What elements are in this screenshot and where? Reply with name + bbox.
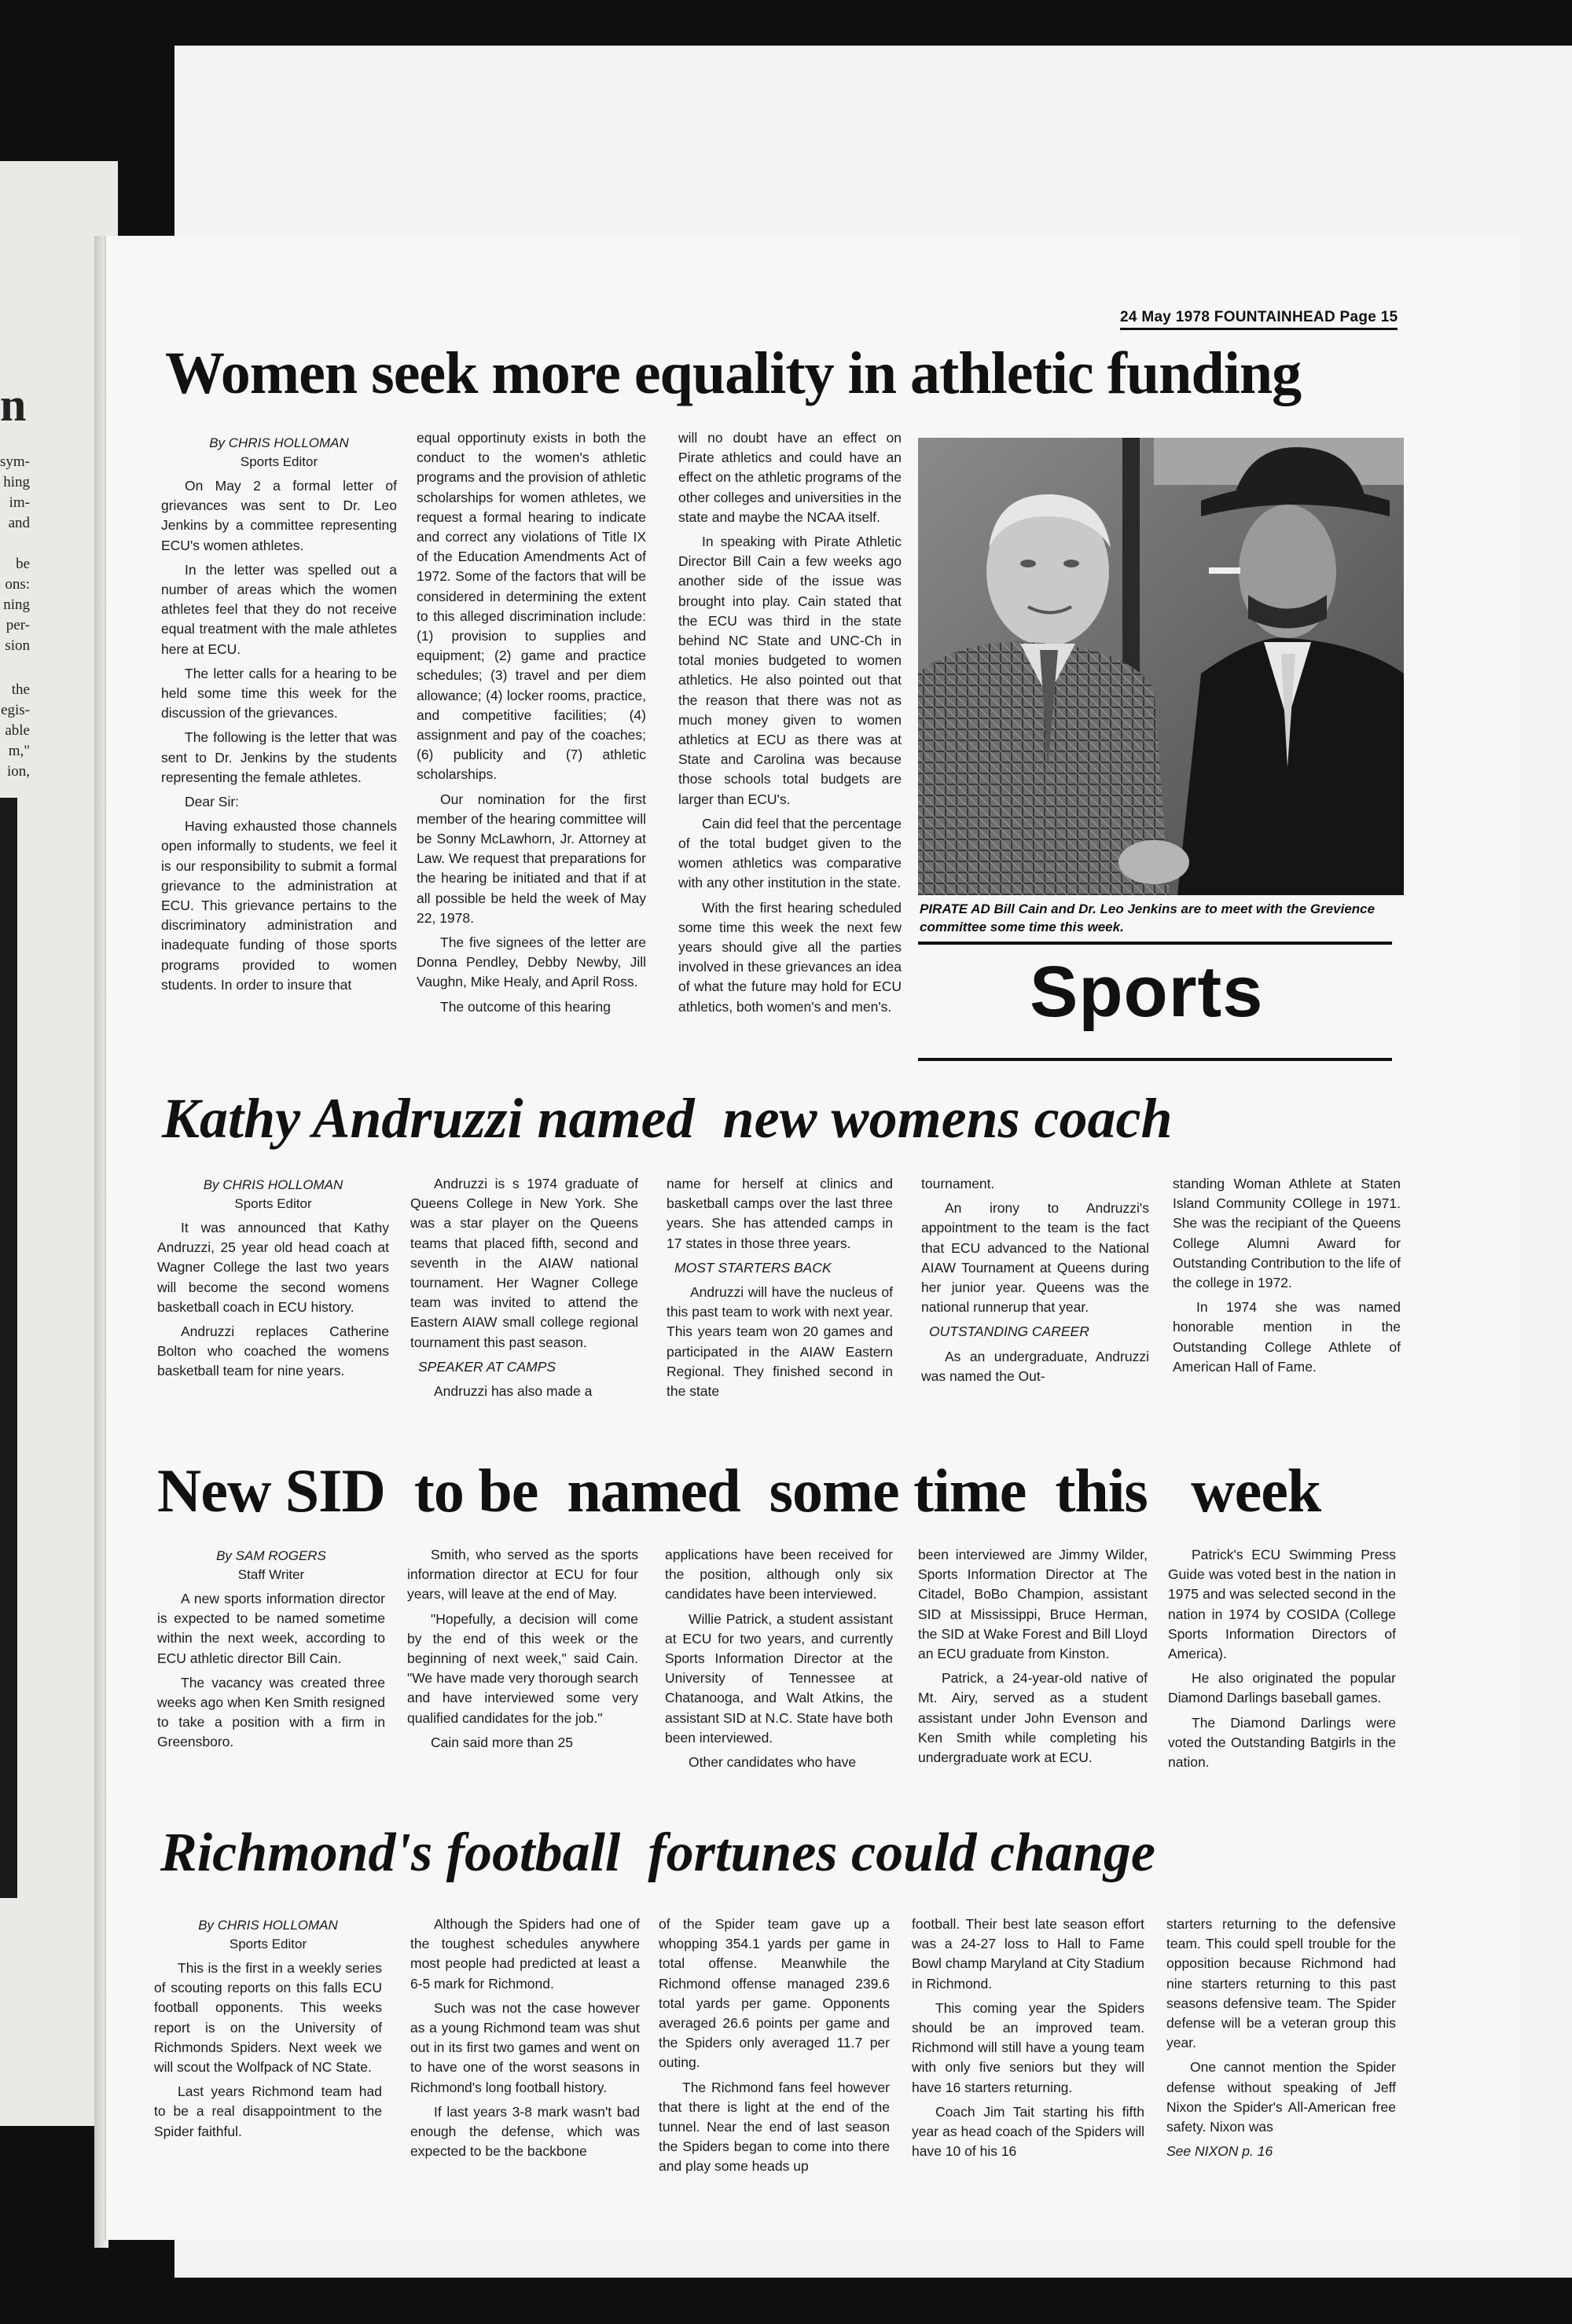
byline-title: Sports Editor bbox=[229, 1937, 307, 1951]
article-richmond-col-4 bbox=[912, 1915, 1144, 2166]
photo-image bbox=[918, 438, 1404, 895]
adjacent-page-fragment: im- bbox=[9, 494, 30, 511]
adjacent-page-fragment: egis- bbox=[1, 702, 30, 718]
photo-caption: PIRATE AD Bill Cain and Dr. Leo Jenkins are to meet with the Grevience committee some time this week. bbox=[920, 901, 1376, 934]
article-richmond-col-5 bbox=[1166, 1915, 1396, 2166]
article-sid-col-3 bbox=[665, 1545, 893, 1777]
paragraph: Last years Richmond team had to be a real disappointment to the Spider faithful. bbox=[154, 2084, 382, 2139]
paragraph: "Hopefully, a decision will come by the end of this week or the beginning of next week," said Cain. "We have made very thorough search and have interviewed some very qualified candidates for the job." bbox=[407, 1610, 638, 1726]
paragraph: The five signees of the letter are Donna Pendley, Debby Newby, Jill Vaughn, Mike Healy, and April Ross. bbox=[417, 934, 646, 990]
paragraph: will no doubt have an effect on Pirate athletics and could have an effect on the athletic programs of the other colleges and universities in the state and maybe the NCAA itself. bbox=[678, 430, 902, 525]
article-andruzzi-col-2 bbox=[410, 1174, 638, 1406]
paragraph: With the first hearing scheduled some time this week the next few years should give all the parties involved in these grievances an idea of what the future may hold for ECU athletics, both women's and men's. bbox=[678, 899, 902, 1015]
paragraph: Other candidates who have bbox=[689, 1754, 857, 1771]
page-folio: 24 May 1978 FOUNTAINHEAD Page 15 bbox=[1120, 309, 1398, 330]
paragraph: starters returning to the defensive team. This could spell trouble for the opposition because Richmond had nine starters returning to this past seasons defensive team. The Spider defense will be a veteran group this year. bbox=[1166, 1916, 1396, 2051]
paragraph: The Diamond Darlings were voted the Outstanding Batgirls in the nation. bbox=[1168, 1714, 1396, 1771]
adjacent-page-fragment: ons: bbox=[5, 576, 30, 593]
article-richmond-col-3 bbox=[659, 1915, 890, 2182]
adjacent-page-fragment: and bbox=[8, 515, 30, 531]
paragraph: Coach Jim Tait starting his fifth year as head coach of the Spiders will have 10 of his 16 bbox=[912, 2103, 1144, 2160]
byline-title: Sports Editor bbox=[240, 454, 318, 469]
section-label-sports: Sports bbox=[1030, 952, 1264, 1032]
article-andruzzi-col-3 bbox=[667, 1174, 893, 1406]
paragraph: It was announced that Kathy Andruzzi, 25 year old head coach at Wagner College the last two years will become the second womens basketball coach in ECU history. bbox=[157, 1220, 389, 1315]
paragraph: The letter calls for a hearing to be held some time this week for the discussion of the grievances. bbox=[161, 665, 397, 721]
paragraph: football. Their best late season effort was a 24-27 loss to Hall to Fame Bowl champ Maryland at City Stadium in Richmond. bbox=[912, 1916, 1144, 1992]
paragraph: This is the first in a weekly series of scouting reports on this falls ECU football opponents. This weeks report is on the University of Richmonds Spiders. Next week we will scout the Wolfpack of NC State. bbox=[154, 1960, 382, 2076]
adjacent-page-fragment: n bbox=[0, 379, 27, 431]
paragraph: One cannot mention the Spider defense without speaking of Jeff Nixon the Spider's All-American free safety. Nixon was bbox=[1166, 2059, 1396, 2135]
article-andruzzi-col-4 bbox=[921, 1174, 1149, 1391]
article-sid-col-4 bbox=[918, 1545, 1148, 1772]
paragraph: As an undergraduate, Andruzzi was named the Out- bbox=[921, 1348, 1149, 1384]
article-sid-col-1 bbox=[157, 1547, 385, 1757]
article-funding-col-2 bbox=[417, 428, 646, 1022]
paragraph: Cain did feel that the percentage of the total budget given to the women athletics was comparative with any other institution in the state. bbox=[678, 815, 902, 891]
headline-sid: New SID to be named some time this week bbox=[157, 1456, 1321, 1525]
paragraph: standing Woman Athlete at Staten Island Community COllege in 1971. She was the recipiant of the Queens College Alumni Award for Outstanding Contribution to the life of the college in 1972. bbox=[1173, 1176, 1401, 1291]
paragraph: If last years 3-8 mark wasn't bad enough the defense, which was expected to be the backbone bbox=[410, 2103, 640, 2160]
section-rule-bottom bbox=[918, 1058, 1392, 1061]
paragraph: Cain said more than 25 bbox=[431, 1734, 573, 1750]
jump-line: See NIXON p. 16 bbox=[1166, 2143, 1273, 2160]
paragraph: The Richmond fans feel however that there is light at the end of the tunnel. Near the end of last season the Spiders began to come into there and play some heads up bbox=[659, 2079, 890, 2175]
paragraph: An irony to Andruzzi's appointment to the team is the fact that ECU advanced to the National AIAW Tournament at Queens during her junior year. Queens was the national runnerup that year. bbox=[921, 1200, 1149, 1316]
adjacent-page-fragment: sion bbox=[5, 637, 30, 654]
headline-andruzzi: Kathy Andruzzi named new womens coach bbox=[162, 1087, 1173, 1150]
paragraph: Dear Sir: bbox=[185, 794, 240, 810]
paragraph: Andruzzi will have the nucleus of this past team to work with next year. This years team won 20 games and participated in the AIAW Eastern Regional. They finished second in the state bbox=[667, 1284, 893, 1400]
paragraph: In the letter was spelled out a number of areas which the women athletes feel that they do not receive equal treatment with the male athletes here at ECU. bbox=[161, 561, 397, 657]
adjacent-page-fragment: the bbox=[11, 681, 30, 698]
paragraph: Andruzzi replaces Catherine Bolton who coached the womens basketball team for nine years. bbox=[157, 1324, 389, 1379]
photo-cain-jenkins bbox=[918, 438, 1404, 895]
article-richmond-col-2 bbox=[410, 1915, 640, 2166]
paragraph: This coming year the Spiders should be an improved team. Richmond will still have a young team with only five seniors but they will have 16 starters returning. bbox=[912, 1999, 1144, 2095]
adjacent-page-fragment: be bbox=[16, 556, 30, 572]
adjacent-page-fragment: able bbox=[5, 722, 30, 739]
paragraph: He also originated the popular Diamond Darlings baseball games. bbox=[1168, 1670, 1396, 1706]
byline-name: By CHRIS HOLLOMAN bbox=[209, 435, 349, 450]
adjacent-page-fragment: sym- bbox=[0, 453, 30, 470]
article-funding-col-3 bbox=[678, 428, 902, 1022]
article-funding-col-1 bbox=[161, 434, 397, 1000]
byline-title: Staff Writer bbox=[237, 1567, 305, 1582]
paragraph: Smith, who served as the sports information director at ECU for four years, will leave at the end of May. bbox=[407, 1547, 638, 1603]
paragraph: been interviewed are Jimmy Wilder, Sports Information Director at The Citadel, BoBo Champion, assistant SID at Mississippi, Bruce Herman, the SID at Wake Forest and Bill Lloyd an ECU graduate from Kinston. bbox=[918, 1547, 1148, 1662]
paragraph: Although the Spiders had one of the toughest schedules anywhere most people had predicted at least a 6-5 mark for Richmond. bbox=[410, 1916, 640, 1992]
paragraph: Andruzzi has also made a bbox=[434, 1383, 593, 1400]
paragraph: Having exhausted those channels open informally to students, we feel it is our responsibility to submit a formal grievance to the administration at ECU. This grievance pertains to the discriminatory administration and inadequate funding of those sports programs provided to women students. In order to insure that bbox=[161, 818, 397, 993]
paragraph: applications have been received for the position, although only six candidates have been interviewed. bbox=[665, 1547, 893, 1603]
adjacent-page-fragment: ning bbox=[3, 597, 30, 613]
paragraph: The following is the letter that was sent to Dr. Jenkins by the students representing the female athletes. bbox=[161, 729, 397, 785]
paragraph: name for herself at clinics and basketball camps over the last three years. She has attended camps in 17 states in those three years. bbox=[667, 1176, 893, 1251]
paragraph: equal opportinuty exists in both the conduct to the women's athletic programs and the provision of athletic scholarships for women athletes, we request a formal hearing to indicate and correct any violations of Title IX of the Education Amendments Act of 1972. Some of the factors that will be considered in determining the extent to this alleged discrimination include: (1) provision to supplies and equipment; (2) game and practice schedules; (3) travel and per diem allowance; (4) locker rooms, practice, and competitive facilities; (4) assignment and pay of the coaches; (6) publicity and (7) athletic scholarships. bbox=[417, 430, 646, 783]
headline-funding: Women seek more equality in athletic funding bbox=[165, 340, 1302, 406]
byline-title: Sports Editor bbox=[234, 1196, 312, 1211]
paragraph: The outcome of this hearing bbox=[440, 998, 611, 1015]
byline-name: By CHRIS HOLLOMAN bbox=[203, 1177, 343, 1192]
article-andruzzi-col-5 bbox=[1173, 1174, 1401, 1382]
byline-name: By SAM ROGERS bbox=[216, 1548, 326, 1563]
paragraph: Patrick's ECU Swimming Press Guide was voted best in the nation in 1975 and was selected second in the nation in 1974 by COSIDA (College Sports Information Directors of America). bbox=[1168, 1547, 1396, 1662]
paragraph: Such was not the case however as a young Richmond team was shut out in its first two games and went on to have one of the worst seasons in Richmond's long football history. bbox=[410, 1999, 640, 2095]
paragraph: In 1974 she was named honorable mention in the Outstanding College Athlete of American Hall of Fame. bbox=[1173, 1299, 1401, 1375]
article-sid-col-5 bbox=[1168, 1545, 1396, 1777]
paragraph: In speaking with Pirate Athletic Director Bill Cain a few weeks ago another side of the issue was brought into play. Cain stated that the ECU was third in the state behind NC State and UNC-Ch in total monies budgeted to women athletics. He also pointed out that the reason that there was not as much money given to women athletics at ECU as there was at State and Carolina was because those schools total budgets are larger than ECU's. bbox=[678, 534, 902, 807]
paragraph: Andruzzi is s 1974 graduate of Queens College in New York. She was a star player on the Queens teams that placed fifth, second and seventh in the AIAW national tournament. Her Wagner College team was invited to attend the Eastern AIAW small college regional tournament this past season. bbox=[410, 1176, 638, 1350]
adjacent-page-fragment: ion, bbox=[6, 763, 30, 780]
paragraph: On May 2 a formal letter of grievances was sent to Dr. Leo Jenkins by a committee representing ECU's women athletes. bbox=[161, 478, 397, 553]
page-edge-shadow bbox=[0, 798, 17, 1898]
section-rule-top bbox=[918, 942, 1392, 945]
paragraph: tournament. bbox=[921, 1176, 995, 1191]
adjacent-page-fragment: m," bbox=[8, 743, 30, 759]
paragraph: Willie Patrick, a student assistant at ECU for two years, and currently Sports Information Director at the University of Tennessee at Chatanooga, and Walt Atkins, the assistant SID at N.C. State have both been interviewed. bbox=[665, 1610, 893, 1746]
subhead: MOST STARTERS BACK bbox=[674, 1259, 832, 1276]
paragraph: A new sports information director is expected to be named sometime within the next week, according to ECU athletic director Bill Cain. bbox=[157, 1591, 385, 1666]
byline-name: By CHRIS HOLLOMAN bbox=[198, 1918, 338, 1933]
paragraph: The vacancy was created three weeks ago when Ken Smith resigned to take a position with a firm in Greensboro. bbox=[157, 1674, 385, 1750]
paragraph: of the Spider team gave up a whopping 354.1 yards per game in total offense. Meanwhile the Richmond offense managed 239.6 total yards per game. Opponents averaged 26.6 points per game and the Spiders only averaged 11.7 per outing. bbox=[659, 1916, 890, 2071]
subhead: SPEAKER AT CAMPS bbox=[418, 1358, 556, 1375]
paragraph: Patrick, a 24-year-old native of Mt. Airy, served as a student assistant under John Evenson and Ken Smith while completing his undergraduate work at ECU. bbox=[918, 1670, 1148, 1766]
adjacent-page-fragment: per- bbox=[6, 617, 30, 633]
article-andruzzi-col-1 bbox=[157, 1176, 389, 1386]
paragraph: Our nomination for the first member of the hearing committee will be Sonny McLawhorn, Jr. Attorney at Law. We request that preparations for the hearing be initiated and that if at all possible be held the week of May 22, 1978. bbox=[417, 791, 646, 926]
article-sid-col-2 bbox=[407, 1545, 638, 1757]
subhead: OUTSTANDING CAREER bbox=[929, 1324, 1089, 1340]
headline-richmond: Richmond's football fortunes could change bbox=[160, 1823, 1155, 1883]
article-richmond-col-1 bbox=[154, 1916, 382, 2146]
adjacent-page-fragment: hing bbox=[3, 474, 30, 490]
